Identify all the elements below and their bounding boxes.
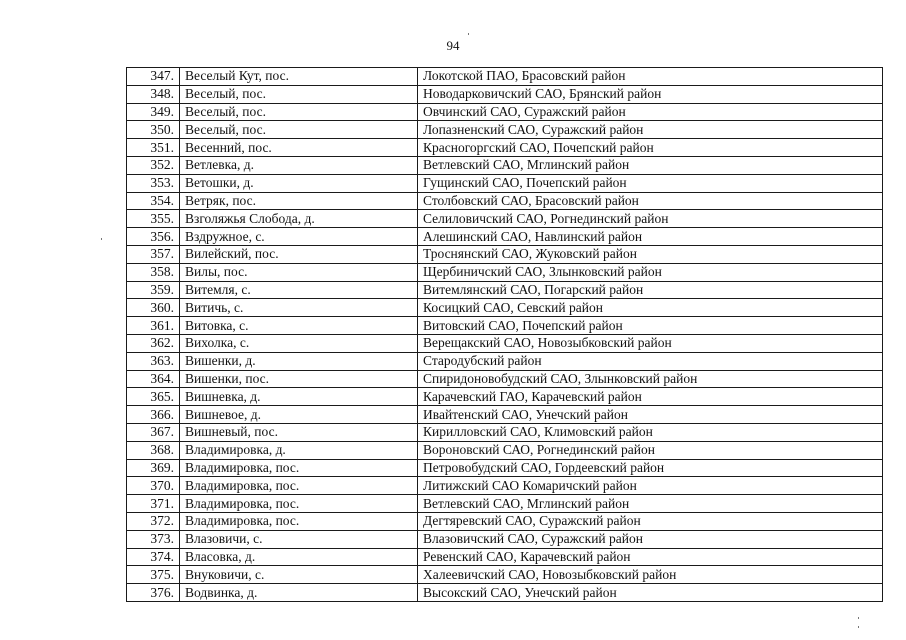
settlement-name: Ветряк, пос.: [180, 192, 418, 210]
district-name: Косицкий САО, Севский район: [418, 299, 883, 317]
district-name: Кирилловский САО, Климовский район: [418, 423, 883, 441]
row-number: 361.: [127, 317, 180, 335]
settlement-name: Водвинка, д.: [180, 584, 418, 602]
row-number: 356.: [127, 228, 180, 246]
table-row: [127, 423, 883, 441]
row-number: 376.: [127, 584, 180, 602]
district-name: Гущинский САО, Почепский район: [418, 174, 883, 192]
settlements-table-body: [127, 68, 883, 602]
table-row: [127, 317, 883, 335]
table-row: [127, 121, 883, 139]
settlement-name: Вишенки, пос.: [180, 370, 418, 388]
row-number: 362.: [127, 334, 180, 352]
district-name: Столбовский САО, Брасовский район: [418, 192, 883, 210]
row-number: 349.: [127, 103, 180, 121]
table-row: [127, 192, 883, 210]
district-name: Троснянский САО, Жуковский район: [418, 245, 883, 263]
settlement-name: Вихолка, с.: [180, 334, 418, 352]
district-name: Литижский САО Комаричский район: [418, 477, 883, 495]
scan-speck: [858, 617, 859, 619]
table-row: [127, 263, 883, 281]
row-number: 364.: [127, 370, 180, 388]
row-number: 355.: [127, 210, 180, 228]
settlement-name: Витемля, с.: [180, 281, 418, 299]
settlement-name: Внуковичи, с.: [180, 566, 418, 584]
district-name: Щербиничский САО, Злынковский район: [418, 263, 883, 281]
settlement-name: Вишенки, д.: [180, 352, 418, 370]
district-name: Стародубский район: [418, 352, 883, 370]
table-row: [127, 68, 883, 86]
settlement-name: Веселый, пос.: [180, 85, 418, 103]
settlement-name: Ветлевка, д.: [180, 156, 418, 174]
district-name: Ветлевский САО, Мглинский район: [418, 495, 883, 513]
settlement-name: Витичь, с.: [180, 299, 418, 317]
settlement-name: Владимировка, д.: [180, 441, 418, 459]
table-row: [127, 584, 883, 602]
table-row: [127, 566, 883, 584]
row-number: 353.: [127, 174, 180, 192]
settlement-name: Веселый, пос.: [180, 121, 418, 139]
district-name: Влазовичский САО, Суражский район: [418, 530, 883, 548]
row-number: 348.: [127, 85, 180, 103]
district-name: Локотской ПАО, Брасовский район: [418, 68, 883, 86]
district-name: Вороновский САО, Рогнединский район: [418, 441, 883, 459]
scan-speck: [101, 238, 102, 240]
settlement-name: Власовка, д.: [180, 548, 418, 566]
row-number: 372.: [127, 512, 180, 530]
settlement-name: Весенний, пос.: [180, 139, 418, 157]
row-number: 359.: [127, 281, 180, 299]
table-row: [127, 210, 883, 228]
row-number: 367.: [127, 423, 180, 441]
district-name: Красногоргский САО, Почепский район: [418, 139, 883, 157]
row-number: 363.: [127, 352, 180, 370]
table-row: [127, 441, 883, 459]
row-number: 375.: [127, 566, 180, 584]
table-row: [127, 85, 883, 103]
row-number: 374.: [127, 548, 180, 566]
row-number: 373.: [127, 530, 180, 548]
table-row: [127, 548, 883, 566]
row-number: 351.: [127, 139, 180, 157]
table-row: [127, 459, 883, 477]
table-row: [127, 512, 883, 530]
table-row: [127, 495, 883, 513]
settlement-name: Ветошки, д.: [180, 174, 418, 192]
row-number: 354.: [127, 192, 180, 210]
table-row: [127, 245, 883, 263]
table-row: [127, 299, 883, 317]
table-row: [127, 228, 883, 246]
settlement-name: Владимировка, пос.: [180, 512, 418, 530]
row-number: 352.: [127, 156, 180, 174]
district-name: Селиловичский САО, Рогнединский район: [418, 210, 883, 228]
district-name: Лопазненский САО, Суражский район: [418, 121, 883, 139]
settlement-name: Вишневка, д.: [180, 388, 418, 406]
settlement-name: Владимировка, пос.: [180, 477, 418, 495]
table-row: [127, 334, 883, 352]
row-number: 350.: [127, 121, 180, 139]
table-row: [127, 103, 883, 121]
page-number: 94: [446, 38, 460, 53]
row-number: 358.: [127, 263, 180, 281]
row-number: 357.: [127, 245, 180, 263]
table-row: [127, 281, 883, 299]
row-number: 360.: [127, 299, 180, 317]
scan-speck: [858, 626, 859, 628]
table-row: [127, 477, 883, 495]
settlement-name: Веселый Кут, пос.: [180, 68, 418, 86]
table-row: [127, 530, 883, 548]
district-name: Овчинский САО, Суражский район: [418, 103, 883, 121]
row-number: 368.: [127, 441, 180, 459]
row-number: 347.: [127, 68, 180, 86]
row-number: 370.: [127, 477, 180, 495]
district-name: Верещакский САО, Новозыбковский район: [418, 334, 883, 352]
settlement-name: Веселый, пос.: [180, 103, 418, 121]
settlement-name: Вишневый, пос.: [180, 423, 418, 441]
district-name: Ревенский САО, Карачевский район: [418, 548, 883, 566]
table-row: [127, 139, 883, 157]
table-row: [127, 388, 883, 406]
settlement-name: Витовка, с.: [180, 317, 418, 335]
district-name: Дегтяревский САО, Суражский район: [418, 512, 883, 530]
table-row: [127, 352, 883, 370]
settlement-name: Вилейский, пос.: [180, 245, 418, 263]
district-name: Спиридоновобудский САО, Злынковский район: [418, 370, 883, 388]
settlement-name: Взголяжья Слобода, д.: [180, 210, 418, 228]
row-number: 366.: [127, 406, 180, 424]
district-name: Новодарковичский САО, Брянский район: [418, 85, 883, 103]
district-name: Витемлянский САО, Погарский район: [418, 281, 883, 299]
table-row: [127, 174, 883, 192]
row-number: 365.: [127, 388, 180, 406]
district-name: Карачевский ГАО, Карачевский район: [418, 388, 883, 406]
row-number: 371.: [127, 495, 180, 513]
settlement-name: Вилы, пос.: [180, 263, 418, 281]
settlement-name: Владимировка, пос.: [180, 459, 418, 477]
settlement-name: Вздружное, с.: [180, 228, 418, 246]
settlement-name: Вишневое, д.: [180, 406, 418, 424]
district-name: Халеевичский САО, Новозыбковский район: [418, 566, 883, 584]
district-name: Ветлевский САО, Мглинский район: [418, 156, 883, 174]
table-row: [127, 370, 883, 388]
settlements-table: [126, 67, 883, 602]
table-row: [127, 156, 883, 174]
district-name: Витовский САО, Почепский район: [418, 317, 883, 335]
settlement-name: Владимировка, пос.: [180, 495, 418, 513]
district-name: Алешинский САО, Навлинский район: [418, 228, 883, 246]
district-name: Ивайтенский САО, Унечский район: [418, 406, 883, 424]
table-row: [127, 406, 883, 424]
row-number: 369.: [127, 459, 180, 477]
district-name: Высокский САО, Унечский район: [418, 584, 883, 602]
scan-speck: [468, 33, 469, 35]
district-name: Петровобудский САО, Гордеевский район: [418, 459, 883, 477]
settlement-name: Влазовичи, с.: [180, 530, 418, 548]
